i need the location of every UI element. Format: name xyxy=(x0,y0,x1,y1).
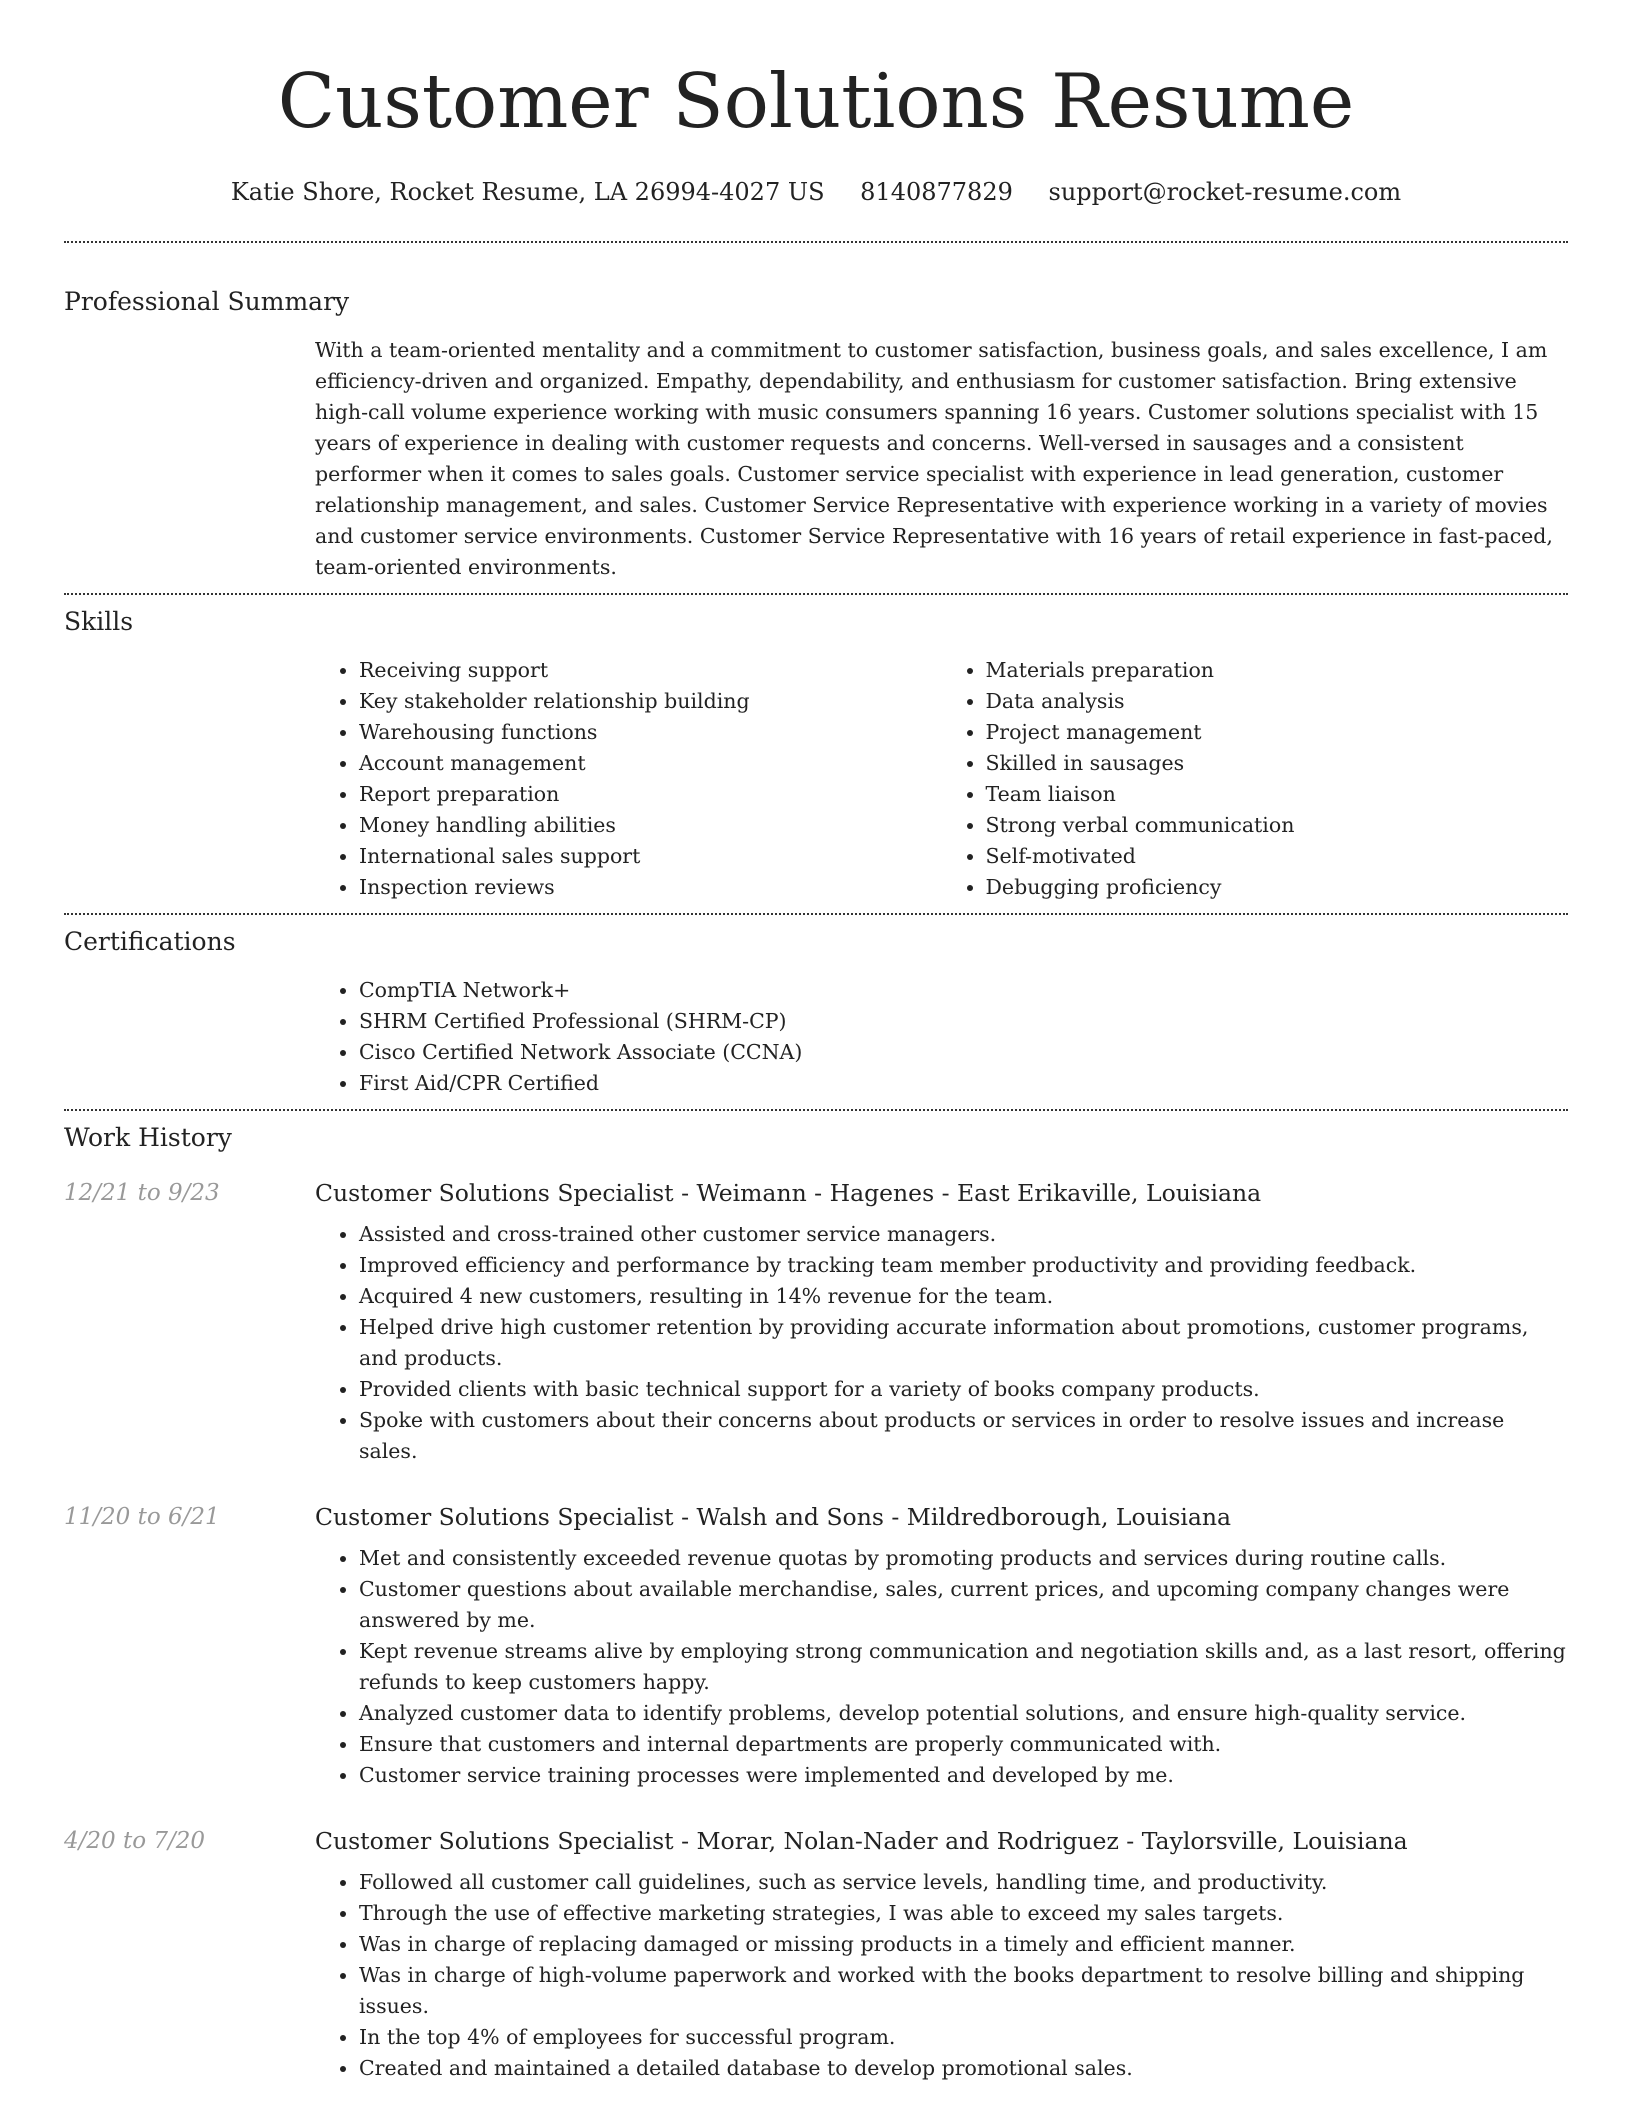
skills-section xyxy=(64,595,1568,913)
list-item: • Debugging proficiency xyxy=(986,872,1569,903)
skills-columns xyxy=(315,655,1568,913)
job-title: Customer Solutions Specialist - Weimann - Hagenes - East Erikaville, Louisiana xyxy=(315,1179,1262,1207)
job-bullets xyxy=(315,1219,1568,1467)
job-entry xyxy=(64,1825,1568,2084)
job-title: Customer Solutions Specialist - Morar, Nolan-Nader and Rodriguez - Taylorsville, Louisiana xyxy=(315,1827,1408,1855)
skills-list-left xyxy=(315,655,942,903)
list-item: • Self-motivated xyxy=(986,841,1569,872)
list-item: • Was in charge of high-volume paperwork and worked with the books department to resolve billing and shipping issues. xyxy=(359,1960,1568,2022)
section-heading-certifications: Certifications xyxy=(64,927,236,956)
list-item: • Improved efficiency and performance by tracking team member productivity and providing feedback. xyxy=(359,1250,1568,1281)
list-item: • Analyzed customer data to identify problems, develop potential solutions, and ensure high-quality service. xyxy=(359,1698,1568,1729)
work-history-section xyxy=(64,1111,1568,2084)
job-entry xyxy=(64,1501,1568,1791)
list-item: • Data analysis xyxy=(986,686,1569,717)
list-item: • Acquired 4 new customers, resulting in 14% revenue for the team. xyxy=(359,1281,1568,1312)
certifications-list xyxy=(315,975,1568,1099)
contact-line xyxy=(64,176,1568,208)
list-item: • Ensure that customers and internal departments are properly communicated with. xyxy=(359,1729,1568,1760)
list-item: • Provided clients with basic technical support for a variety of books company products. xyxy=(359,1374,1568,1405)
job-bullets xyxy=(315,1867,1568,2084)
list-item: • Skilled in sausages xyxy=(986,748,1569,779)
list-item: • SHRM Certified Professional (SHRM-CP) xyxy=(359,1006,1568,1037)
list-item: • International sales support xyxy=(359,841,942,872)
contact-address: Katie Shore, Rocket Resume, LA 26994-4027 US xyxy=(230,178,825,206)
list-item: • Project management xyxy=(986,717,1569,748)
list-item: • Cisco Certified Network Associate (CCNA) xyxy=(359,1037,1568,1068)
list-item: • First Aid/CPR Certified xyxy=(359,1068,1568,1099)
job-bullets xyxy=(315,1543,1568,1791)
list-item: • Money handling abilities xyxy=(359,810,942,841)
summary-text: With a team-oriented mentality and a commitment to customer satisfaction, business goals, and sales excellence, I am efficiency-driven and organized. Empathy, dependability, and enthusiasm for customer satisfaction. Bring extensive high-call volume experience working with music consumers spanning 16 years. Customer solutions specialist with 15 years of experience in dealing with customer requests and concerns. Well-versed in sausages and a consistent performer when it comes to sales goals. Customer service specialist with experience in lead generation, customer relationship management, and sales. Customer Service Representative with experience working in a variety of movies and customer service environments. Customer Service Representative with 16 years of retail experience in fast-paced, team-oriented environments. xyxy=(315,338,1553,579)
list-item: • Helped drive high customer retention by providing accurate information about promotions, customer programs, and products. xyxy=(359,1312,1568,1374)
list-item: • Report preparation xyxy=(359,779,942,810)
list-item: • Key stakeholder relationship building xyxy=(359,686,942,717)
list-item: • Strong verbal communication xyxy=(986,810,1569,841)
list-item: • Met and consistently exceeded revenue quotas by promoting products and services during routine calls. xyxy=(359,1543,1568,1574)
job-body xyxy=(315,1501,1568,1791)
list-item: • Was in charge of replacing damaged or missing products in a timely and efficient manner. xyxy=(359,1929,1568,1960)
list-item: • Through the use of effective marketing strategies, I was able to exceed my sales targets. xyxy=(359,1898,1568,1929)
list-item: • Customer questions about available merchandise, sales, current prices, and upcoming company changes were answered by me. xyxy=(359,1574,1568,1636)
job-entry xyxy=(64,1177,1568,1467)
summary-section xyxy=(64,243,1568,593)
list-item: • Inspection reviews xyxy=(359,872,942,903)
list-item: • Team liaison xyxy=(986,779,1569,810)
list-item: • Created and maintained a detailed database to develop promotional sales. xyxy=(359,2053,1568,2084)
job-dates: 4/20 to 7/20 xyxy=(64,1828,206,1854)
list-item: • Spoke with customers about their concerns about products or services in order to resolve issues and increase sales. xyxy=(359,1405,1568,1467)
list-item: • Account management xyxy=(359,748,942,779)
job-dates: 11/20 to 6/21 xyxy=(64,1504,220,1530)
list-item: • Kept revenue streams alive by employing strong communication and negotiation skills and, as a last resort, offering refunds to keep customers happy. xyxy=(359,1636,1568,1698)
list-item: • In the top 4% of employees for successful program. xyxy=(359,2022,1568,2053)
contact-phone: 8140877829 xyxy=(860,178,1013,206)
job-body xyxy=(315,1177,1568,1467)
list-item: • Receiving support xyxy=(359,655,942,686)
section-heading-skills: Skills xyxy=(64,607,134,636)
list-item: • Warehousing functions xyxy=(359,717,942,748)
job-dates: 12/21 to 9/23 xyxy=(64,1180,220,1206)
section-heading-work-history: Work History xyxy=(64,1123,232,1152)
list-item: • Customer service training processes were implemented and developed by me. xyxy=(359,1760,1568,1791)
certifications-content xyxy=(315,975,1568,1109)
job-title: Customer Solutions Specialist - Walsh and Sons - Mildredborough, Louisiana xyxy=(315,1503,1232,1531)
list-item: • Materials preparation xyxy=(986,655,1569,686)
contact-email: support@rocket-resume.com xyxy=(1048,178,1402,206)
list-item: • CompTIA Network+ xyxy=(359,975,1568,1006)
list-item: • Followed all customer call guidelines, such as service levels, handling time, and productivity. xyxy=(359,1867,1568,1898)
certifications-section xyxy=(64,915,1568,1109)
list-item: • Assisted and cross-trained other customer service managers. xyxy=(359,1219,1568,1250)
section-heading-summary: Professional Summary xyxy=(64,287,350,316)
job-body xyxy=(315,1825,1568,2084)
skills-list-right xyxy=(942,655,1569,903)
page-title: Customer Solutions Resume xyxy=(277,57,1355,145)
